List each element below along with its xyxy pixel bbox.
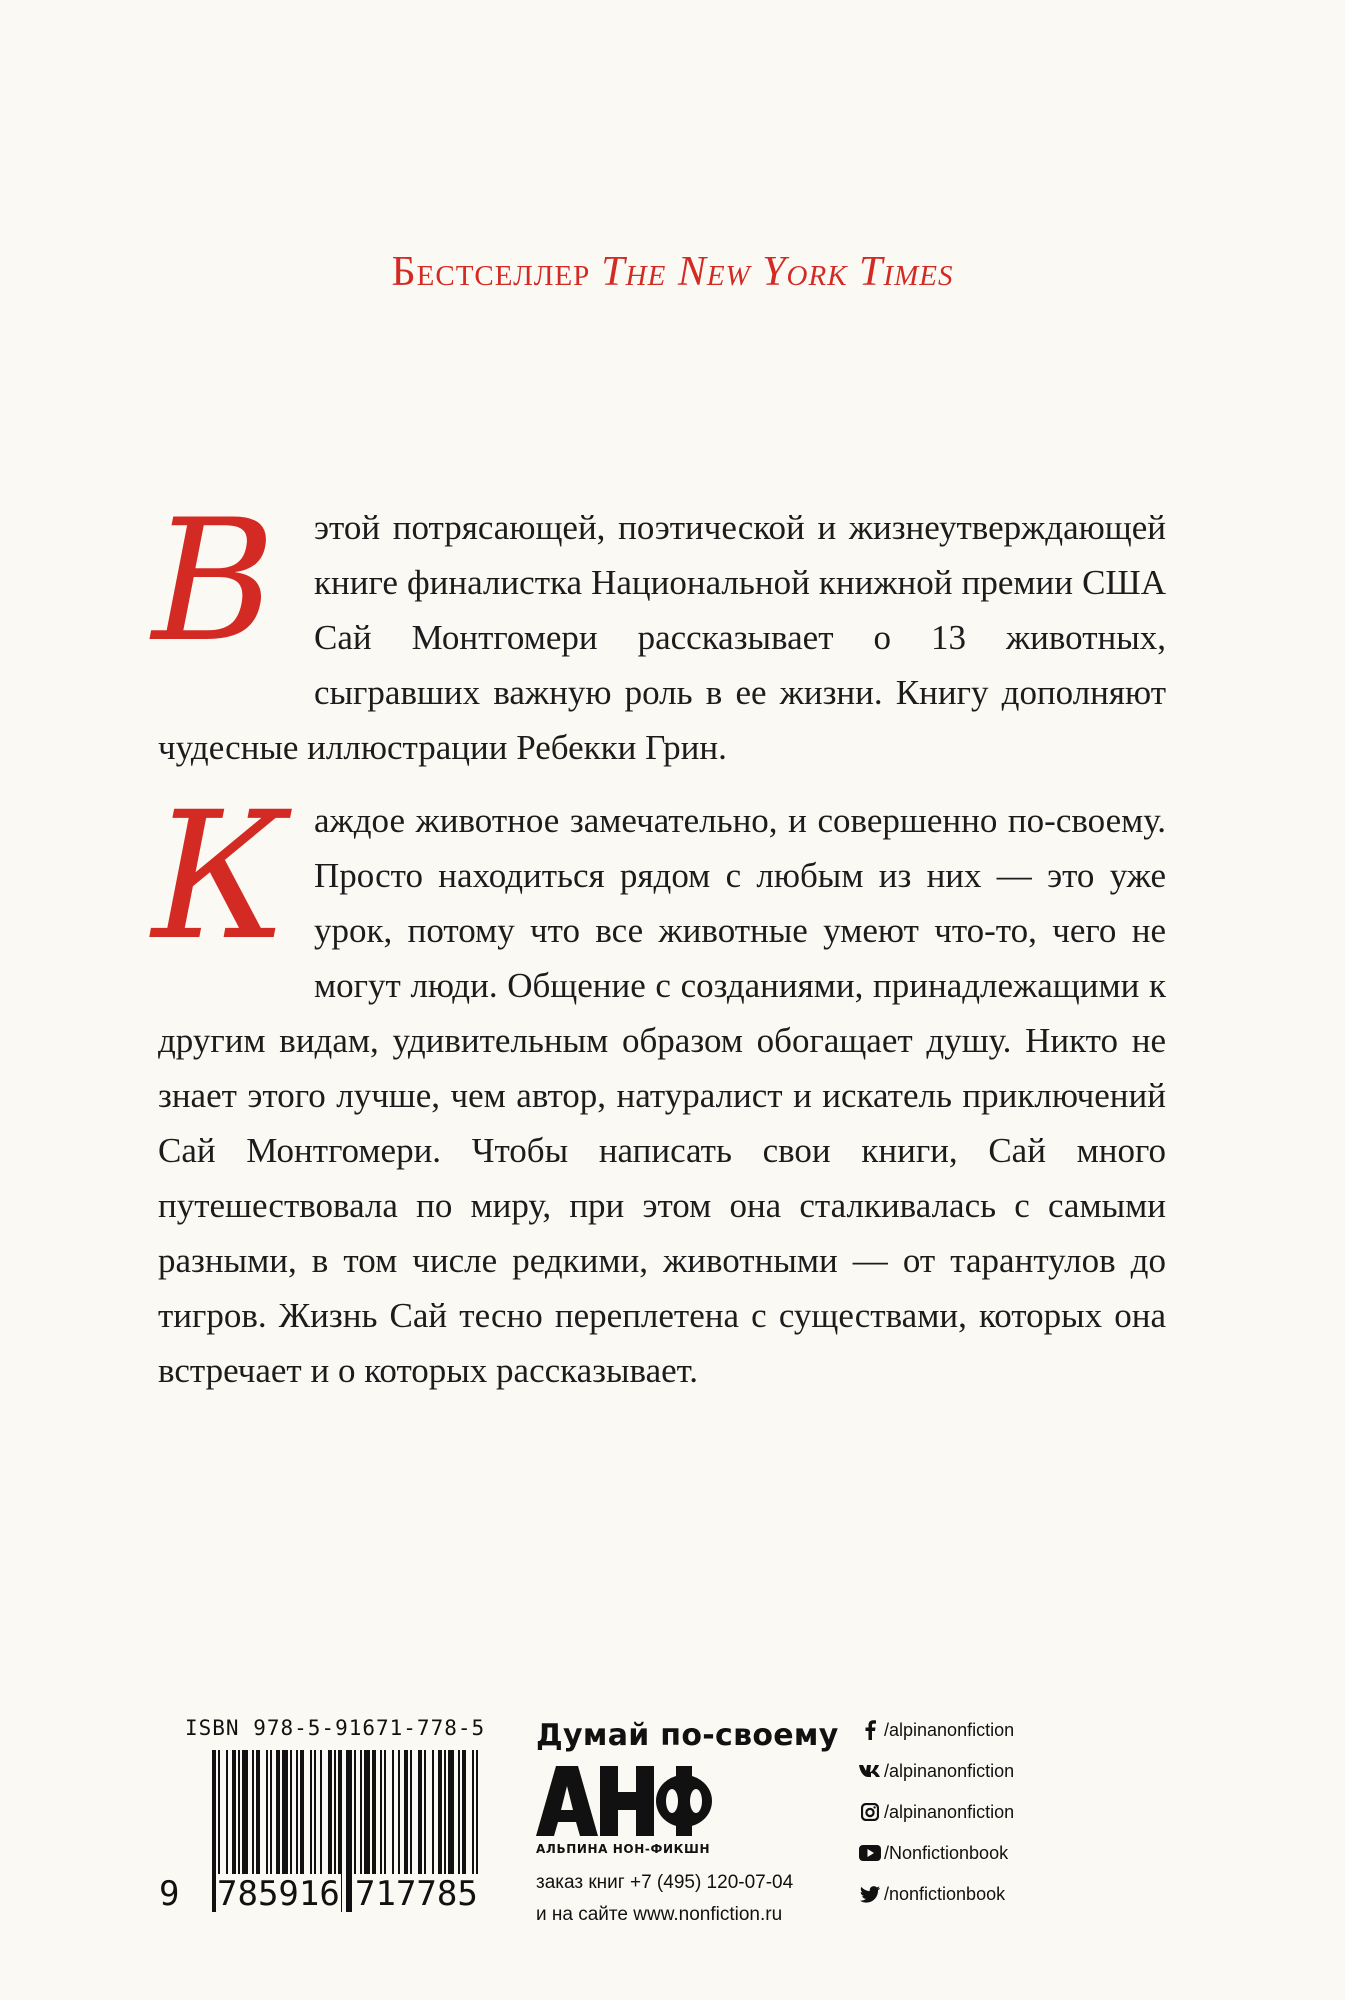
order-info bbox=[536, 1867, 793, 1931]
instagram-icon bbox=[858, 1802, 882, 1822]
headline-publication: The New York Times bbox=[601, 249, 954, 295]
publisher-name: АЛЬПИНА НОН-ФИКШН bbox=[536, 1842, 711, 1856]
social-label-facebook: /alpinanonfiction bbox=[884, 1720, 1015, 1740]
ean-first-digit: 9 bbox=[159, 1874, 180, 1914]
social-item-instagram[interactable] bbox=[858, 1802, 1014, 1843]
paragraph-1-text: этой потрясающей, поэтической и жизнеутверждающей книге финалистка Национальной книжной премии США Сай Монтгомери рассказывает о 13 животных, сыгравших важную роль в ее жизни. Книгу дополняют чудесные иллюстрации Ребекки Грин. bbox=[158, 508, 1166, 767]
publisher-slogan: Думай по-своему bbox=[536, 1718, 839, 1753]
social-item-youtube[interactable] bbox=[858, 1843, 1014, 1884]
social-label-twitter: /nonfictionbook bbox=[884, 1884, 1006, 1904]
dropcap-2: К bbox=[152, 774, 289, 979]
social-item-vk[interactable] bbox=[858, 1761, 1014, 1802]
social-label-youtube: /Nonfictionbook bbox=[884, 1843, 1009, 1863]
social-item-facebook[interactable] bbox=[858, 1720, 1014, 1761]
order-site: и на сайте www.nonfiction.ru bbox=[536, 1904, 783, 1925]
description-paragraph-2 bbox=[152, 774, 1166, 1398]
publisher-logo bbox=[536, 1766, 712, 1836]
dropcap-1: В bbox=[152, 483, 276, 679]
order-phone: заказ книг +7 (495) 120-07-04 bbox=[536, 1872, 794, 1893]
social-label-instagram: /alpinanonfiction bbox=[884, 1802, 1015, 1822]
social-links bbox=[858, 1720, 1014, 1925]
social-label-vk: /alpinanonfiction bbox=[884, 1761, 1015, 1781]
bestseller-headline bbox=[0, 248, 1345, 296]
ean-group-2: 717785 bbox=[355, 1874, 478, 1914]
facebook-icon bbox=[858, 1720, 882, 1740]
vk-icon bbox=[858, 1761, 882, 1781]
headline-prefix: Бестселлер bbox=[391, 249, 591, 295]
description-paragraph-1 bbox=[152, 483, 1166, 775]
paragraph-2-text: аждое животное замечательно, и совершенно по-своему. Просто находиться рядом с любым из них — это уже урок, потому что все животные умеют что-то, чего не могут люди. Общение с созданиями, принадлежащими к другим видам, удивительным образом обогащает душу. Никто не знает этого лучше, чем автор, натуралист и искатель приключений Сай Монтгомери. Чтобы написать свои книги, Сай много путешествовала по миру, при этом она сталкивалась с самыми разными, в том числе редкими, животными — от тарантулов до тигров. Жизнь Сай тесно переплетена с существами, которых она встречает и о которых рассказывает. bbox=[158, 801, 1166, 1390]
isbn-number: ISBN 978-5-91671-778-5 bbox=[185, 1716, 486, 1740]
ean-group-1: 785916 bbox=[217, 1874, 340, 1914]
youtube-icon bbox=[858, 1843, 882, 1863]
social-item-twitter[interactable] bbox=[858, 1884, 1014, 1925]
twitter-icon bbox=[858, 1884, 882, 1904]
